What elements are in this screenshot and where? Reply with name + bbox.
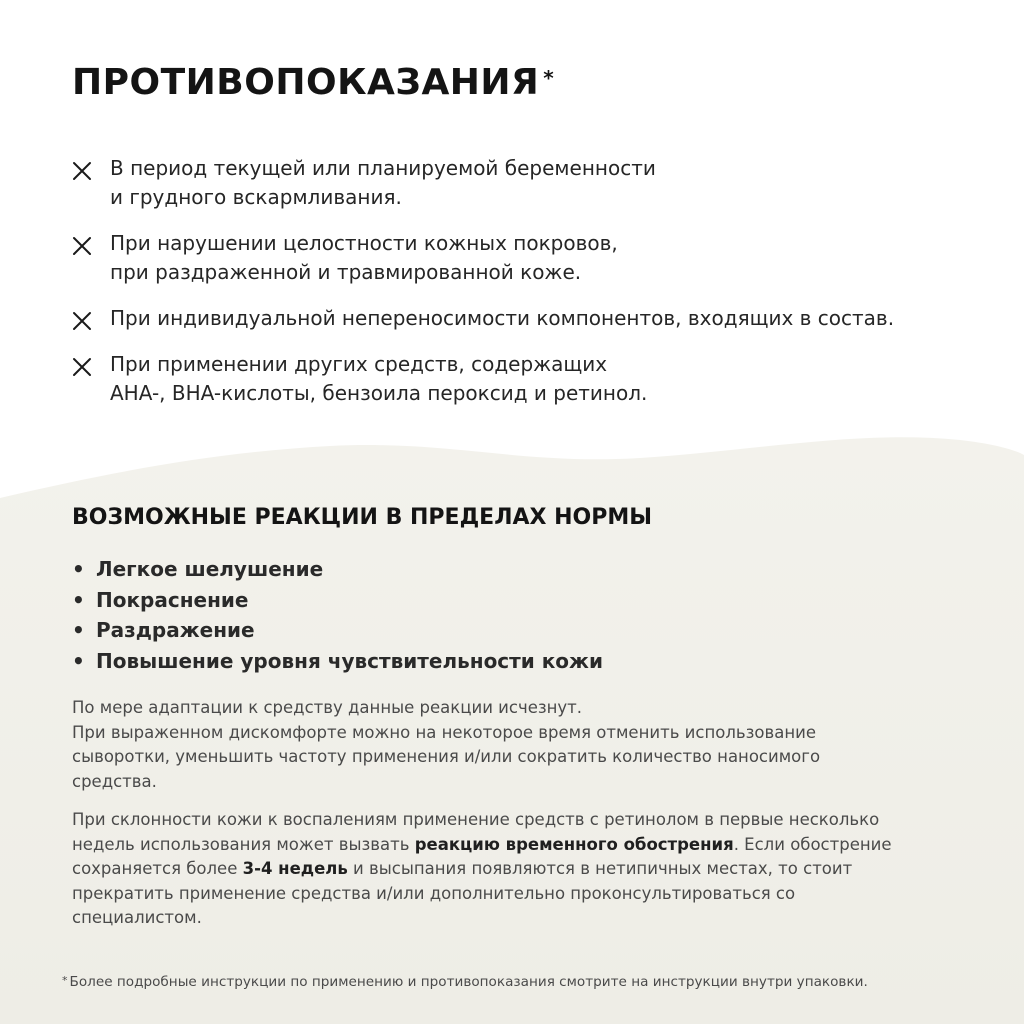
- contraindication-text: при раздраженной и травмированной коже.: [110, 260, 582, 284]
- bullet-icon: •: [72, 557, 85, 581]
- bullet-icon: •: [72, 618, 85, 642]
- reaction-item: [72, 554, 603, 585]
- note-emphasis: реакцию временного обострения: [414, 834, 734, 854]
- cross-icon: [72, 311, 92, 331]
- reaction-item: [72, 615, 603, 646]
- contraindication-text: При применении других средств, содержащих: [110, 352, 608, 376]
- note-line: При выраженном дискомфорте можно на некоторое время отменить использование: [72, 722, 816, 742]
- inflammation-note: [72, 808, 972, 931]
- note-line: прекратить применение средства и/или дополнительно проконсультироваться со: [72, 883, 796, 903]
- reaction-text: Покраснение: [96, 587, 249, 612]
- contraindication-text: В период текущей или планируемой беременности: [110, 156, 656, 180]
- contraindication-item: [72, 350, 972, 408]
- note-line: [72, 833, 972, 858]
- note-line: По мере адаптации к средству данные реакции исчезнут.: [72, 698, 583, 717]
- reaction-item: [72, 646, 603, 677]
- reaction-text: Раздражение: [96, 618, 255, 642]
- reactions-list: [72, 554, 603, 676]
- note-line: При склонности кожи к воспалениям применение средств с ретинолом в первые несколько: [72, 810, 880, 829]
- contraindication-item: [72, 304, 972, 333]
- bullet-icon: •: [72, 648, 85, 673]
- footnote-text: Более подробные инструкции по применению и противопоказания смотрите на инструкции внутри упаковки.: [69, 974, 868, 990]
- contraindication-text: и грудного вскармливания.: [110, 185, 402, 209]
- reaction-text: Повышение уровня чувствительности кожи: [96, 648, 603, 673]
- reaction-text: Легкое шелушение: [96, 557, 324, 581]
- cross-icon: [72, 357, 92, 377]
- contraindication-text: AHA-, BHA-кислоты, бензоила пероксид и ретинол.: [110, 381, 648, 405]
- note-line: сыворотки, уменьшить частоту применения и/или сократить количество наносимого: [72, 747, 821, 766]
- note-line: [72, 857, 972, 882]
- cross-icon: [72, 161, 92, 181]
- note-fragment: недель использования может вызвать: [72, 834, 415, 854]
- note-line: специалистом.: [72, 908, 202, 927]
- note-fragment: и высыпания появляются в нетипичных местах, то стоит: [347, 859, 853, 878]
- contraindication-text: При нарушении целостности кожных покровов,: [110, 231, 618, 255]
- cross-icon: [72, 236, 92, 256]
- contraindication-item: [72, 229, 972, 287]
- contraindication-text: При индивидуальной непереносимости компонентов, входящих в состав.: [110, 306, 895, 330]
- note-line: средства.: [72, 771, 157, 791]
- footnote-asterisk: *: [62, 974, 68, 987]
- contraindication-item: [72, 154, 972, 212]
- contraindications-title-text: ПРОТИВОПОКАЗАНИЯ: [72, 62, 540, 103]
- note-emphasis: 3-4 недель: [242, 859, 348, 878]
- contraindications-title: [72, 62, 554, 103]
- note-fragment: . Если обострение: [733, 834, 892, 854]
- title-asterisk: *: [543, 66, 555, 90]
- adaptation-note: [72, 696, 972, 794]
- note-fragment: сохраняется более: [72, 859, 243, 878]
- reaction-item: [72, 585, 603, 616]
- reactions-title: ВОЗМОЖНЫЕ РЕАКЦИИ В ПРЕДЕЛАХ НОРМЫ: [72, 505, 653, 530]
- contraindications-list: [72, 154, 972, 425]
- footnote: [62, 974, 868, 990]
- bullet-icon: •: [72, 587, 85, 612]
